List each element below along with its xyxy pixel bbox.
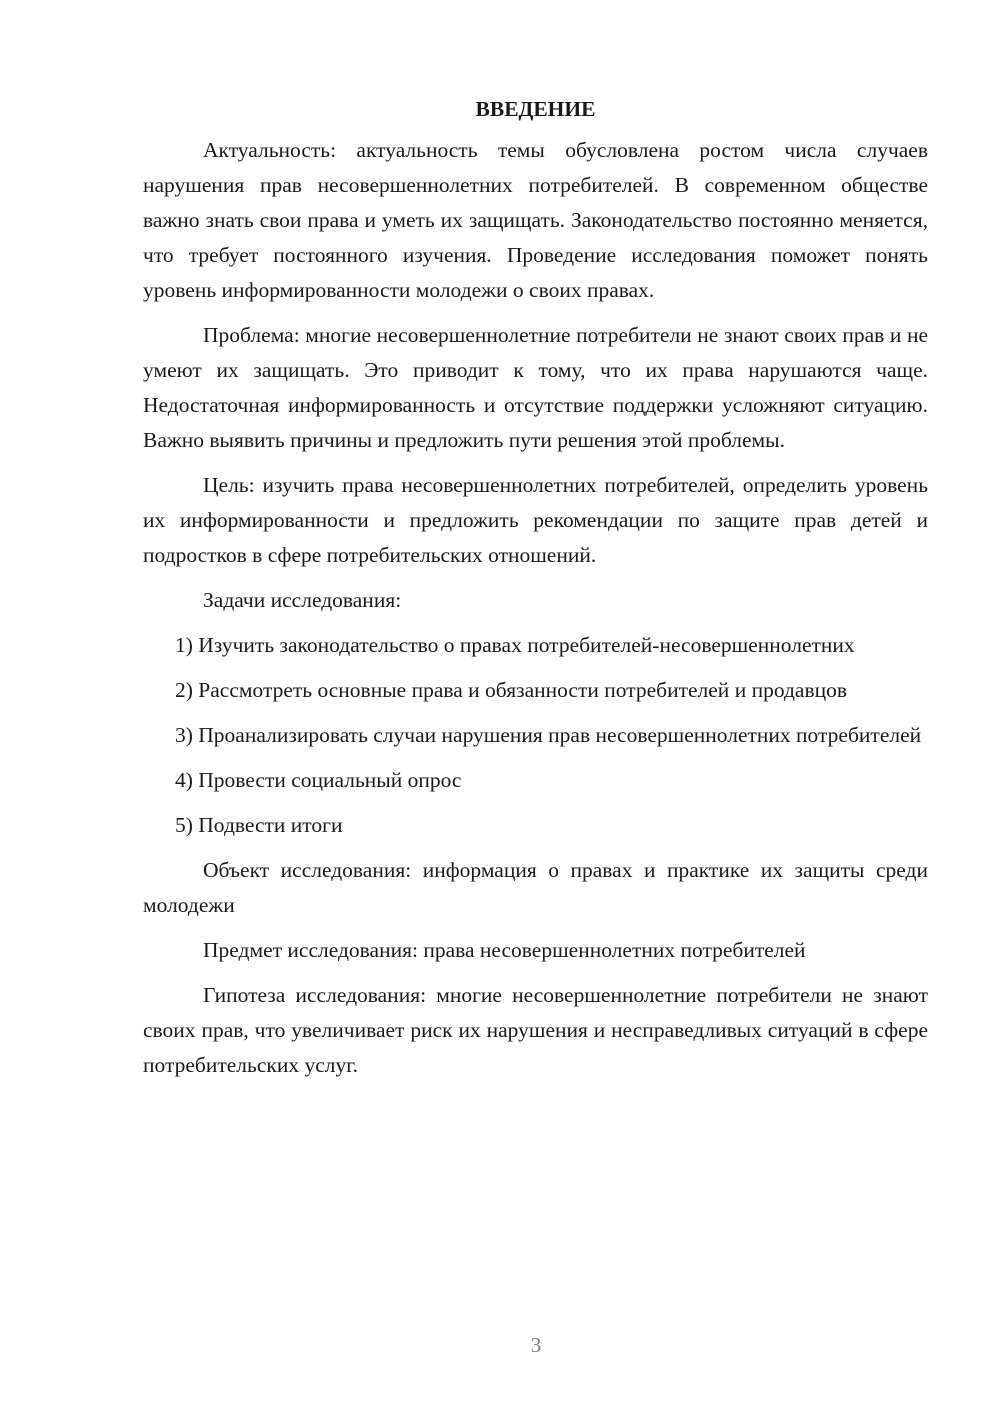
page-body [143,92,928,1093]
task-item-4: 4) Провести социальный опрос [175,768,462,792]
hypothesis-paragraph: Гипотеза исследования: многие несовершеннолетние потребители не знают своих прав, что увеличивает риск их нарушения и несправедливых ситуаций в сфере потребительских услуг. [143,983,928,1077]
tasks-heading: Задачи исследования: [203,588,402,612]
task-item-1: 1) Изучить законодательство о правах потребителей-несовершеннолетних [175,633,855,657]
task-item-5: 5) Подвести итоги [175,813,343,837]
goal-paragraph: Цель: изучить права несовершеннолетних потребителей, определить уровень их информированности и предложить рекомендации по защите прав детей и подростков в сфере потребительских отношений. [143,473,928,567]
object-paragraph: Объект исследования: информация о правах и практике их защиты среди молодежи [143,858,928,917]
task-item-3: 3) Проанализировать случаи нарушения прав несовершеннолетних потребителей [175,723,922,747]
page-number: 3 [530,1333,542,1357]
section-heading: ВВЕДЕНИЕ [475,97,596,121]
task-item-2: 2) Рассмотреть основные права и обязанности потребителей и продавцов [175,678,848,702]
relevance-paragraph: Актуальность: актуальность темы обусловлена ростом числа случаев нарушения прав несовершеннолетних потребителей. В современном обществе важно знать свои права и уметь их защищать. Законодательство постоянно меняется, что требует постоянного изучения. Проведение исследования поможет понять уровень информированности молодежи о своих правах. [143,138,928,302]
subject-paragraph: Предмет исследования: права несовершеннолетних потребителей [203,938,806,962]
problem-paragraph: Проблема: многие несовершеннолетние потребители не знают своих прав и не умеют их защищать. Это приводит к тому, что их права нарушаются чаще. Недостаточная информированность и отсутствие поддержки усложняют ситуацию. Важно выявить причины и предложить пути решения этой проблемы. [143,323,928,452]
